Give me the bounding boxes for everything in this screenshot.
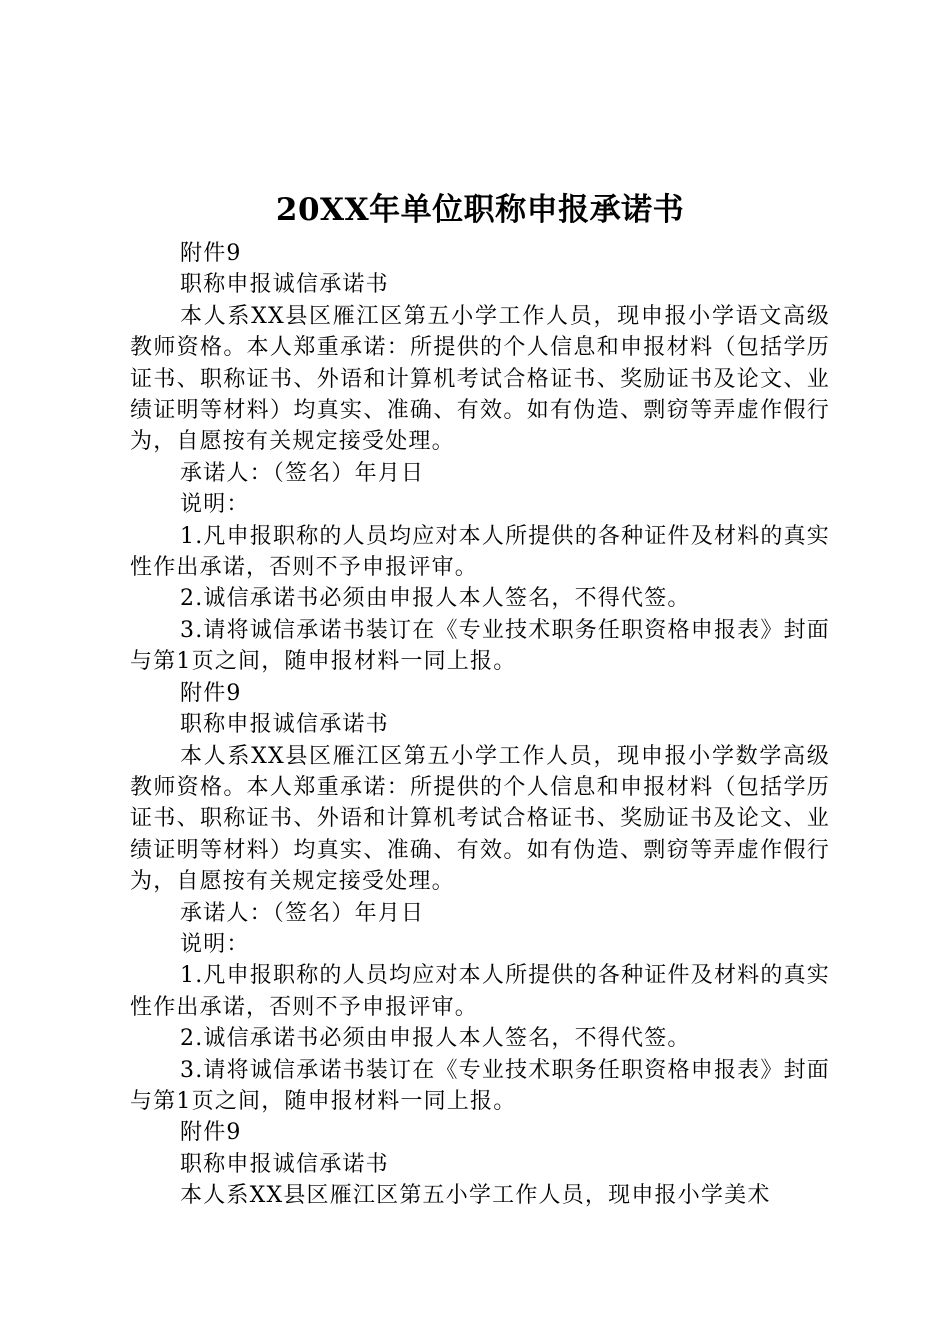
document-title: 20XX年单位职称申报承诺书 — [275, 192, 685, 228]
section-heading: 职称申报诚信承诺书 — [180, 1151, 389, 1177]
commitment-body: 本人系XX县区雁江区第五小学工作人员，现申报小学语文高级教师资格。本人郑重承诺：所提供的个人信息和申报材料（包括学历证书、职称证书、外语和计算机考试合格证书、奖励证书及论文、业绩证明等材料）均真实、准确、有效。如有伪造、剽窃等弄虚作假行为，自愿按有关规定接受处理。 — [130, 303, 830, 455]
commitment-body: 本人系XX县区雁江区第五小学工作人员，现申报小学数学高级教师资格。本人郑重承诺：所提供的个人信息和申报材料（包括学历证书、职称证书、外语和计算机考试合格证书、奖励证书及论文、业绩证明等材料）均真实、准确、有效。如有伪造、剽窃等弄虚作假行为，自愿按有关规定接受处理。 — [130, 743, 830, 895]
note-item-3: 3.请将诚信承诺书装订在《专业技术职务任职资格申报表》封面与第1页之间，随申报材料一同上报。 — [130, 1057, 830, 1114]
signature-line: 承诺人：（签名）年月日 — [180, 900, 425, 926]
signature-line: 承诺人：（签名）年月日 — [180, 460, 425, 486]
attachment-label: 附件9 — [180, 1120, 242, 1146]
attachment-label: 附件9 — [180, 680, 242, 706]
commitment-section-3 — [130, 1117, 830, 1211]
section-heading: 职称申报诚信承诺书 — [180, 712, 389, 738]
attachment-label: 附件9 — [180, 241, 242, 266]
note-item-2: 2.诚信承诺书必须由申报人本人签名，不得代签。 — [180, 586, 691, 612]
commitment-section-2 — [130, 678, 830, 1118]
commitment-body: 本人系XX县区雁江区第五小学工作人员，现申报小学美术 — [180, 1183, 771, 1209]
note-item-3: 3.请将诚信承诺书装订在《专业技术职务任职资格申报表》封面与第1页之间，随申报材料一同上报。 — [130, 617, 830, 675]
note-item-1: 1.凡申报职称的人员均应对本人所提供的各种证件及材料的真实性作出承诺，否则不予申报评审。 — [130, 963, 830, 1020]
notes-label: 说明： — [180, 931, 250, 957]
note-item-1: 1.凡申报职称的人员均应对本人所提供的各种证件及材料的真实性作出承诺，否则不予申报评审。 — [130, 523, 830, 581]
notes-label: 说明： — [180, 492, 250, 518]
section-heading: 职称申报诚信承诺书 — [180, 272, 389, 298]
note-item-2: 2.诚信承诺书必须由申报人本人签名，不得代签。 — [180, 1026, 691, 1052]
commitment-section-1 — [130, 238, 830, 678]
document-page — [130, 182, 830, 1212]
